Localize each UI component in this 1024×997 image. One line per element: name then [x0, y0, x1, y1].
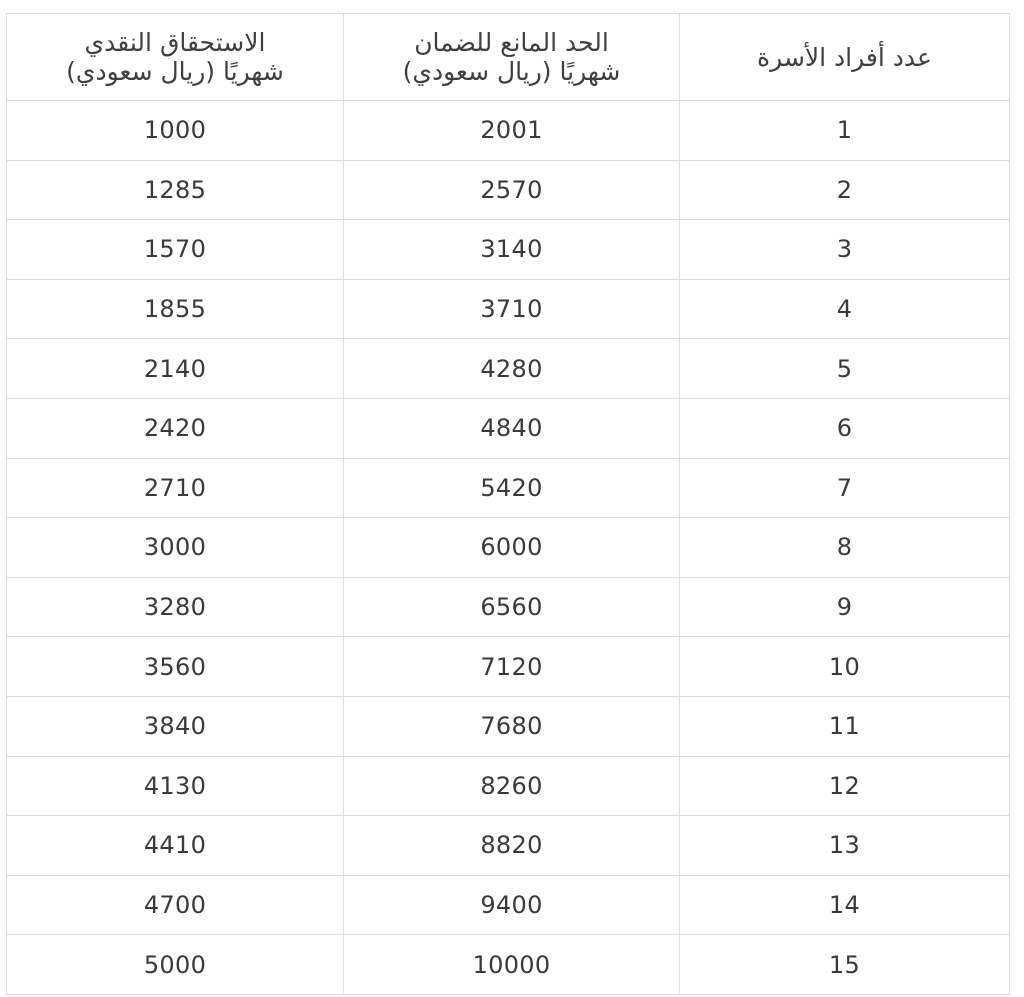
cell-income-limit: 3140: [344, 220, 680, 280]
cell-income-limit: 2001: [344, 101, 680, 161]
header-income-limit: [344, 14, 680, 101]
cell-income-limit: 2570: [344, 160, 680, 220]
table-row: [7, 279, 1010, 339]
cell-income-limit: 3710: [344, 279, 680, 339]
cell-cash-benefit: 2140: [7, 339, 344, 399]
cell-income-limit: 10000: [344, 935, 680, 995]
cell-income-limit: 8260: [344, 756, 680, 816]
cell-family-members: 10: [680, 637, 1010, 697]
cell-family-members: 11: [680, 696, 1010, 756]
table-header: [7, 14, 1010, 101]
table-row: [7, 398, 1010, 458]
benefits-table: [6, 13, 1010, 995]
cell-income-limit: 4840: [344, 398, 680, 458]
cell-cash-benefit: 1000: [7, 101, 344, 161]
cell-cash-benefit: 3840: [7, 696, 344, 756]
cell-income-limit: 7680: [344, 696, 680, 756]
cell-family-members: 13: [680, 816, 1010, 876]
table-row: [7, 518, 1010, 578]
table-row: [7, 875, 1010, 935]
header-family-members: [680, 14, 1010, 101]
table-row: [7, 935, 1010, 995]
cell-cash-benefit: 4410: [7, 816, 344, 876]
cell-family-members: 1: [680, 101, 1010, 161]
cell-cash-benefit: 3000: [7, 518, 344, 578]
cell-cash-benefit: 5000: [7, 935, 344, 995]
table-row: [7, 756, 1010, 816]
cell-income-limit: 6000: [344, 518, 680, 578]
cell-family-members: 3: [680, 220, 1010, 280]
table-row: [7, 637, 1010, 697]
cell-family-members: 12: [680, 756, 1010, 816]
header-family-members-label: عدد أفراد الأسرة: [757, 42, 932, 72]
header-cash-benefit-line1: الاستحقاق النقدي: [84, 28, 266, 57]
header-cash-benefit: [7, 14, 344, 101]
cell-family-members: 15: [680, 935, 1010, 995]
table-row: [7, 339, 1010, 399]
cell-income-limit: 8820: [344, 816, 680, 876]
cell-income-limit: 5420: [344, 458, 680, 518]
header-cash-benefit-line2: شهريًا (ريال سعودي): [66, 57, 284, 86]
cell-family-members: 2: [680, 160, 1010, 220]
cell-family-members: 7: [680, 458, 1010, 518]
cell-cash-benefit: 4700: [7, 875, 344, 935]
header-row: [7, 14, 1010, 101]
table-body: [7, 101, 1010, 995]
cell-family-members: 4: [680, 279, 1010, 339]
table-row: [7, 160, 1010, 220]
header-income-limit-line1: الحد المانع للضمان: [414, 28, 609, 57]
cell-cash-benefit: 1855: [7, 279, 344, 339]
cell-income-limit: 9400: [344, 875, 680, 935]
cell-cash-benefit: 1570: [7, 220, 344, 280]
cell-family-members: 5: [680, 339, 1010, 399]
cell-family-members: 6: [680, 398, 1010, 458]
cell-family-members: 8: [680, 518, 1010, 578]
table-row: [7, 101, 1010, 161]
cell-cash-benefit: 2710: [7, 458, 344, 518]
cell-income-limit: 6560: [344, 577, 680, 637]
table-row: [7, 458, 1010, 518]
cell-family-members: 14: [680, 875, 1010, 935]
header-income-limit-line2: شهريًا (ريال سعودي): [402, 57, 621, 86]
table-row: [7, 577, 1010, 637]
cell-cash-benefit: 2420: [7, 398, 344, 458]
cell-cash-benefit: 1285: [7, 160, 344, 220]
cell-cash-benefit: 4130: [7, 756, 344, 816]
table-row: [7, 696, 1010, 756]
cell-income-limit: 4280: [344, 339, 680, 399]
cell-cash-benefit: 3560: [7, 637, 344, 697]
cell-family-members: 9: [680, 577, 1010, 637]
cell-cash-benefit: 3280: [7, 577, 344, 637]
table-row: [7, 816, 1010, 876]
table-row: [7, 220, 1010, 280]
cell-income-limit: 7120: [344, 637, 680, 697]
